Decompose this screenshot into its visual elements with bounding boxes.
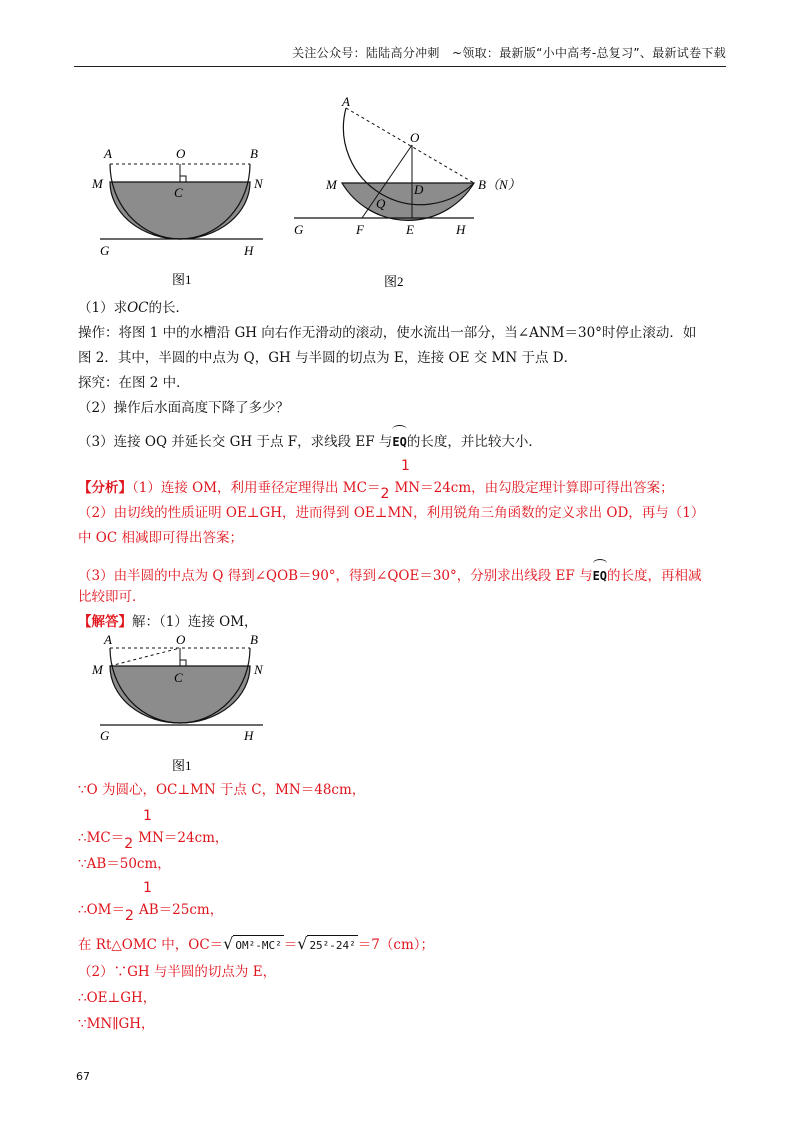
question-1: （1）求OC的长．	[78, 300, 189, 316]
label-O: O	[410, 130, 420, 145]
label-Q: Q	[376, 196, 386, 211]
label-A: A	[342, 94, 350, 109]
label-A: A	[104, 146, 112, 161]
analysis-frac-num: 1	[401, 458, 410, 474]
page-number: 67	[76, 1070, 90, 1083]
label-G: G	[100, 728, 110, 743]
solution-step-6: （2）∵GH 与半圆的切点为 E，	[78, 964, 277, 980]
label-A: A	[104, 632, 112, 647]
figure-2-caption: 图2	[384, 274, 404, 289]
label-N: N	[254, 662, 263, 677]
solution-step-7: ∴OE⊥GH，	[78, 990, 157, 1006]
label-D: D	[414, 182, 424, 197]
explore-text: 探究：在图 2 中．	[78, 375, 190, 391]
analysis-line-1: 【分析】（1）连接 OM，利用垂径定理得出 MC＝ 2 MN＝24cm，由勾股定理计算即可得出答案；	[78, 480, 674, 502]
figure-1-repeat-caption: 图1	[172, 758, 192, 773]
solution-step-8: ∵MN∥GH，	[78, 1016, 155, 1032]
label-B: B	[250, 146, 258, 161]
figure-1-caption: 图1	[172, 272, 192, 287]
label-G: G	[294, 222, 304, 237]
solution-step-2: ∴MC＝ 2 MN＝24cm，	[78, 830, 229, 852]
label-H: H	[244, 728, 254, 743]
label-M: M	[92, 176, 103, 191]
label-M: M	[326, 177, 337, 192]
label-M: M	[92, 662, 103, 677]
sqrt-expression-1: OM²-MC²	[233, 935, 283, 956]
label-C: C	[174, 185, 183, 200]
label-F: F	[356, 222, 364, 237]
label-B: B	[250, 632, 258, 647]
solution-frac-1-num: 1	[143, 808, 152, 824]
operation-line-1: 操作：将图 1 中的水槽沿 GH 向右作无滑动的滚动，使水流出一部分，当∠ANM＝30°时停止滚动．如	[78, 325, 697, 341]
question-2: （2）操作后水面高度下降了多少？	[78, 400, 290, 416]
solution-step-5: 在 Rt△OMC 中，OC＝√ OM²-MC² ＝√ 25²-24² ＝7（cm）；	[78, 934, 728, 956]
operation-line-2: 图 2．其中，半圆的中点为 Q，GH 与半圆的切点为 E，连接 OE 交 MN 于点 D．	[78, 350, 578, 366]
analysis-line-4: （3）由半圆的中点为 Q 得到∠QOB＝90°，得到∠QOE＝30°，分别求出线段 EF 与EQ的长度，再相减	[78, 562, 728, 586]
label-O: O	[176, 632, 186, 647]
figure-1-repeat-diagram	[88, 632, 278, 777]
label-H: H	[244, 243, 254, 258]
page-header: 关注公众号：陆陆高分冲刺 ~领取：最新版“小中高考-总复习”、最新试卷下载	[74, 44, 726, 67]
solution-step-4: ∴OM＝ 2 AB＝25cm，	[78, 902, 224, 924]
analysis-line-3: 中 OC 相减即可得出答案；	[78, 530, 243, 546]
label-C: C	[174, 670, 183, 685]
question-3: （3）连接 OQ 并延长交 GH 于点 F，求线段 EF 与EQ的长度，并比较大小．	[78, 428, 728, 452]
label-E: E	[406, 222, 414, 237]
label-B-N: B（N）	[478, 177, 521, 192]
figure-2-diagram	[290, 92, 540, 292]
label-O: O	[176, 146, 186, 161]
solution-intro: 【解答】解：（1）连接 OM，	[78, 614, 258, 630]
arc-EQ: EQ	[593, 562, 607, 586]
sqrt-expression-2: 25²-24²	[307, 935, 357, 956]
figure-1-diagram	[88, 140, 278, 295]
label-H: H	[456, 222, 466, 237]
solution-step-1: ∵O 为圆心，OC⊥MN 于点 C，MN＝48cm，	[78, 782, 366, 798]
analysis-line-2: （2）由切线的性质证明 OE⊥GH，进而得到 OE⊥MN，利用锐角三角函数的定义求出 OD，再与（1）	[78, 505, 705, 521]
solution-frac-2-num: 1	[143, 880, 152, 896]
label-N: N	[254, 176, 263, 191]
solution-step-3: ∵AB＝50cm，	[78, 856, 171, 872]
arc-EQ: EQ	[392, 428, 406, 452]
label-G: G	[100, 243, 110, 258]
analysis-line-5: 比较即可．	[78, 589, 146, 605]
